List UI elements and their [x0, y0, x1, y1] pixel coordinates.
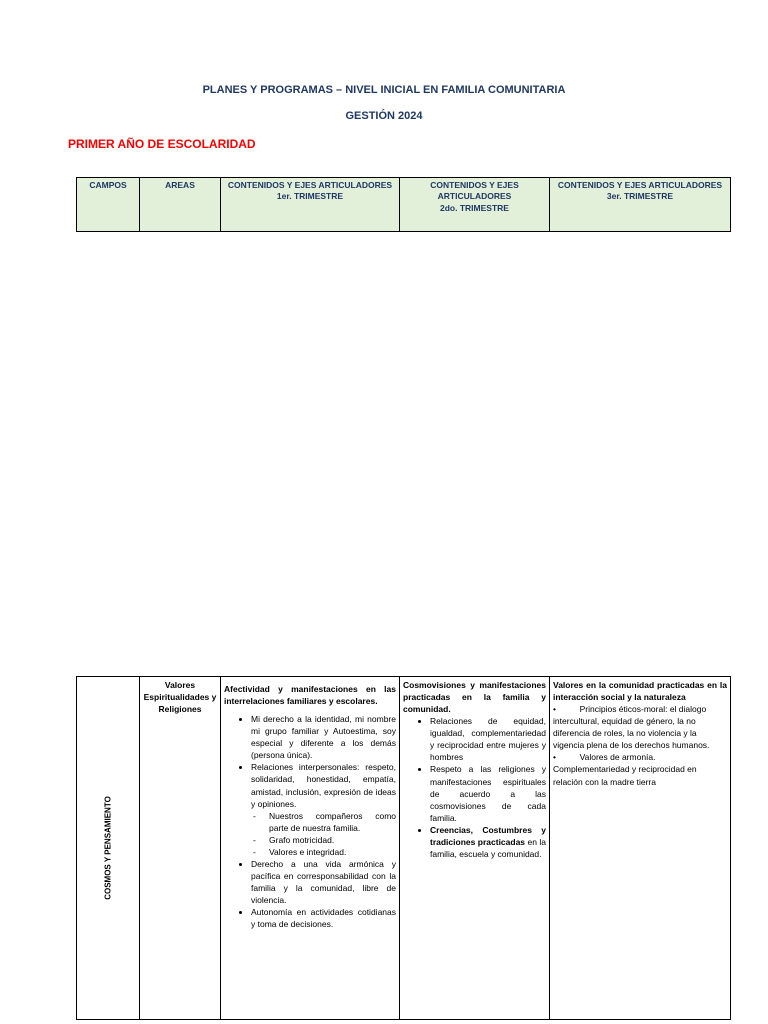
header-trimestre-2 — [400, 178, 550, 232]
year-label: PRIMER AÑO DE ESCOLARIDAD — [68, 137, 256, 151]
content-table — [76, 676, 731, 1020]
list-item: • Relaciones de equidad, igualdad, complementariedad y reciprocidad entre mujeres y hombres — [430, 715, 546, 763]
header-trim1-title: CONTENIDOS Y EJES ARTICULADORES — [227, 180, 393, 190]
header-trim2-title: CONTENIDOS Y EJES ARTICULADORES — [430, 180, 519, 202]
list-item: • Respeto a las religiones y manifestaciones espirituales de acuerdo a las cosmovisiones de cada familia. — [430, 763, 546, 823]
trim2-heading: Cosmovisiones y manifestaciones practicadas en la familia y comunidad. — [403, 680, 546, 715]
list-item: • Creencias, Costumbres y tradiciones practicadas en la familia, escuela y comunidad. — [430, 824, 546, 860]
header-trimestre-1 — [221, 178, 400, 232]
header-row — [77, 178, 731, 232]
list-item: - Grafo motricidad. — [269, 834, 396, 846]
list-item: • Mi derecho a la identidad, mi nombre mi grupo familiar y Autoestima, soy especial y diferente a los demás (persona única). — [251, 713, 396, 761]
list-item: • Derecho a una vida armónica y pacífica en corresponsabilidad con la familia y la comunidad, libre de violencia. — [251, 858, 396, 906]
header-table — [76, 177, 731, 232]
trimestre-1-cell — [221, 677, 400, 1020]
trim3-line: • Principios éticos-moral: el dialogo intercultural, equidad de género, la no diferencia de roles, la no violencia y la vigencia plena de los derechos humanos. — [553, 704, 710, 751]
trimestre-2-cell — [400, 677, 550, 1020]
gestion-label: GESTIÓN 2024 — [345, 110, 423, 122]
trim2-bullet-list — [403, 715, 546, 860]
trim3-heading: Valores en la comunidad practicadas en la interacción social y la naturaleza — [553, 680, 727, 703]
list-item: - Nuestros compañeros como parte de nuestra familia. — [269, 810, 396, 834]
trim3-line: • Valores de armonía. — [553, 752, 656, 763]
trim3-line: Complementariedad y reciprocidad en relación con la madre tierra — [553, 764, 697, 787]
header-trimestre-3 — [550, 178, 731, 232]
area-cell — [140, 677, 221, 1020]
content-row — [77, 677, 731, 1020]
list-item: - Valores e integridad. — [269, 846, 396, 858]
trim1-heading: Afectividad y manifestaciones en las interrelaciones familiares y escolares. — [224, 684, 396, 707]
list-item: • Relaciones interpersonales: respeto, solidaridad, honestidad, empatía, amistad, inclusión, expresión de ideas y opiniones. - Nuestros compañeros como parte de nuestra familia. - Grafo motricidad. - Valores e integridad. — [251, 761, 396, 858]
campo-cell — [77, 677, 140, 1020]
list-item: • Autonomía en actividades cotidianas y toma de decisiones. — [251, 906, 396, 930]
trim1-dash-list — [251, 810, 396, 858]
header-trim1-period: 1er. TRIMESTRE — [276, 191, 344, 202]
header-trim3-title: CONTENIDOS Y EJES ARTICULADORES — [557, 180, 723, 190]
header-campos: CAMPOS — [77, 178, 140, 232]
campo-label: COSMOS Y PENSAMIENTO — [103, 796, 113, 900]
header-trim2-period: 2do. TRIMESTRE — [440, 202, 509, 213]
header-areas: AREAS — [140, 178, 221, 232]
trim1-bullet-list — [224, 713, 396, 930]
area-label: Valores Espiritualidades y Religiones — [143, 680, 217, 715]
trimestre-3-cell — [550, 677, 731, 1020]
header-trim3-period: 3er. TRIMESTRE — [606, 191, 674, 202]
document-title: PLANES Y PROGRAMAS – NIVEL INICIAL EN FAMILIA COMUNITARIA — [202, 84, 566, 96]
